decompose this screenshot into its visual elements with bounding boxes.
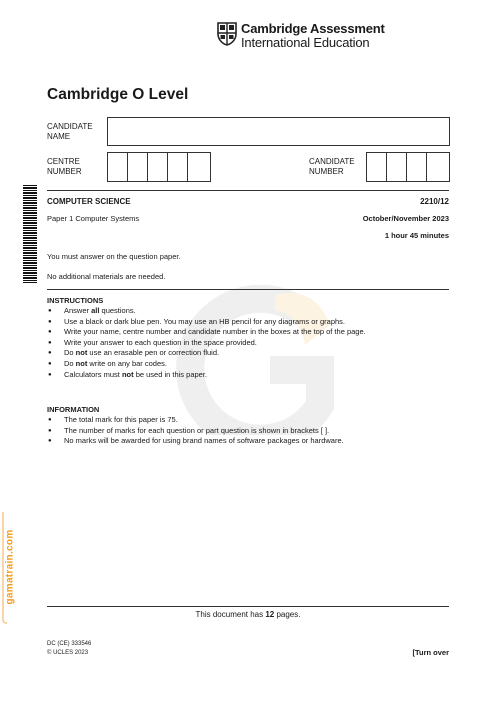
item-text: Answer <box>64 306 92 315</box>
divider <box>47 289 449 290</box>
item-text: The total mark for this paper is 75. <box>64 415 178 424</box>
barcode <box>23 185 37 283</box>
qualification-title: Cambridge O Level <box>47 86 189 103</box>
item-text: Do <box>64 348 76 358</box>
page-count-prefix: This document has <box>195 610 266 619</box>
item-text: Use a black or dark blue pen. You may use an HB pencil for any diagrams or graphs. <box>64 316 345 326</box>
instruction-item <box>47 327 366 338</box>
information-list <box>47 415 344 447</box>
paper-code: 2210/12 <box>420 197 449 206</box>
turn-over-label: [Turn over <box>412 648 449 657</box>
candidate-number-digit[interactable] <box>367 153 387 181</box>
divider <box>47 606 449 607</box>
centre-number-field[interactable] <box>107 152 211 182</box>
org-name-line1: Cambridge Assessment <box>241 21 385 36</box>
instruction-item <box>47 359 366 370</box>
item-text: Write your name, centre number and candidate number in the boxes at the top of the page. <box>64 327 366 337</box>
candidate-name-label: CANDIDATE NAME <box>47 122 93 141</box>
emphasis-text: not <box>121 369 134 379</box>
information-item <box>47 436 344 447</box>
centre-number-digit[interactable] <box>168 153 188 181</box>
emphasis-text: not <box>75 348 88 358</box>
cambridge-shield-icon <box>217 22 237 46</box>
instruction-item <box>47 348 366 359</box>
exam-session: October/November 2023 <box>362 214 449 223</box>
footer-codes <box>47 640 91 658</box>
paper-name: Paper 1 Computer Systems <box>47 214 140 223</box>
item-text: write on any bar codes. <box>87 358 167 368</box>
item-text: The number of marks for each question or part question is shown in brackets [ ]. <box>64 425 330 435</box>
page-count-number: 12 <box>265 610 275 619</box>
cambridge-logo <box>217 21 387 49</box>
instruction-item <box>47 306 366 317</box>
item-text: be used in this paper. <box>133 369 207 379</box>
gamatrain-watermark <box>0 510 20 625</box>
item-text: use an erasable pen or correction fluid. <box>87 348 220 358</box>
instructions-list <box>47 306 366 380</box>
item-text: Do <box>64 358 76 368</box>
item-text: Calculators must <box>64 369 122 379</box>
answer-note: You must answer on the question paper. <box>47 252 181 261</box>
org-name-line2: International Education <box>241 35 370 50</box>
instruction-item <box>47 370 366 381</box>
information-item <box>47 415 344 426</box>
candidate-number-field[interactable] <box>366 152 450 182</box>
divider <box>47 190 449 191</box>
centre-number-label: CENTRE NUMBER <box>47 157 82 176</box>
centre-number-digit[interactable] <box>148 153 168 181</box>
item-text: questions. <box>99 306 136 315</box>
information-heading: INFORMATION <box>47 405 100 414</box>
candidate-number-digit[interactable] <box>407 153 427 181</box>
centre-number-digit[interactable] <box>128 153 148 181</box>
instruction-item <box>47 338 366 349</box>
candidate-number-label: CANDIDATE NUMBER <box>309 157 355 176</box>
emphasis-text: all <box>91 306 100 315</box>
item-text: Write your answer to each question in the space provided. <box>64 337 257 347</box>
candidate-number-digit[interactable] <box>387 153 407 181</box>
subject-name: COMPUTER SCIENCE <box>47 197 131 206</box>
candidate-name-field[interactable] <box>107 117 450 146</box>
instruction-item <box>47 317 366 328</box>
gamatrain-watermark-text: gamatrain.com <box>4 529 16 605</box>
page-count-suffix: pages. <box>274 610 301 619</box>
page-count <box>0 610 496 619</box>
information-item <box>47 426 344 437</box>
item-text: No marks will be awarded for using brand names of software packages or hardware. <box>64 436 344 446</box>
centre-number-digit[interactable] <box>108 153 128 181</box>
emphasis-text: not <box>75 358 88 368</box>
copyright: © UCLES 2023 <box>47 650 89 656</box>
document-code: DC (CE) 333546 <box>47 641 92 647</box>
exam-duration: 1 hour 45 minutes <box>384 231 449 240</box>
materials-note: No additional materials are needed. <box>47 272 166 281</box>
instructions-heading: INSTRUCTIONS <box>47 296 104 305</box>
